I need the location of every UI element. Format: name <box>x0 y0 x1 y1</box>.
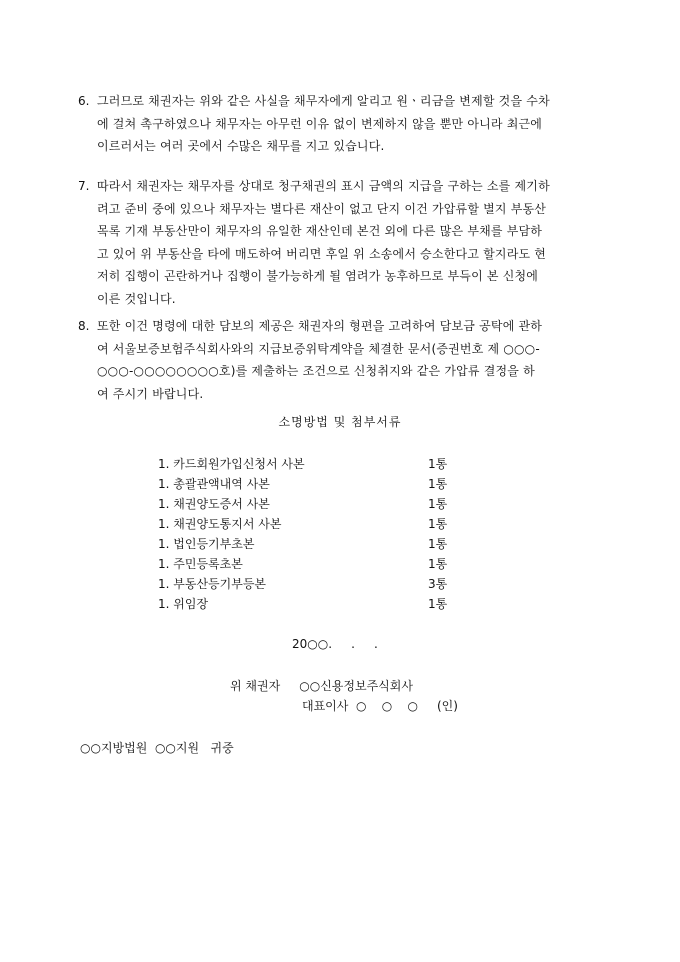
attachment-list <box>158 454 458 614</box>
attachment-count: 1통 <box>428 597 448 611</box>
evidence-heading: 소명방법 및 첨부서류 <box>278 415 402 429</box>
applicant-line: 위 채권자 ○○신용정보주식회사 <box>230 679 413 693</box>
paragraph-line: 이른 것입니다. <box>97 291 176 306</box>
paragraph-line: 목록 기재 부동산만이 채무자의 유일한 재산인데 본건 외에 다른 많은 부채를 부담하 <box>97 224 543 238</box>
list-item <box>158 494 458 514</box>
paragraph-line: 따라서 채권자는 채무자를 상대로 청구채권의 표시 금액의 지급을 구하는 소를 제기하 <box>97 179 550 193</box>
attachment-count: 1통 <box>428 557 448 571</box>
list-item <box>158 514 458 534</box>
paragraph-line: 여 서울보증보험주식회사와의 지급보증위탁계약을 체결한 문서(증권번호 제 ○○○- <box>97 341 540 356</box>
paragraph-number: 8. <box>78 319 90 333</box>
list-item <box>158 574 458 594</box>
attachment-count: 1통 <box>428 537 448 551</box>
court-addressee: ○○지방법원 ○○지원 귀중 <box>80 741 234 755</box>
attachment-label: 1. 주민등록초본 <box>158 557 243 571</box>
paragraph-line: 여 주시기 바랍니다. <box>97 386 204 401</box>
paragraph-line: 그러므로 채권자는 위와 같은 사실을 채무자에게 알리고 원ㆍ리금을 변제할 것을 수차 <box>97 94 550 108</box>
paragraph-6 <box>78 90 608 158</box>
attachment-label: 1. 채권양도통지서 사본 <box>158 517 282 531</box>
paragraph-line: 이르러서는 여러 곳에서 수많은 채무를 지고 있습니다. <box>97 139 385 153</box>
attachment-label: 1. 위임장 <box>158 597 209 611</box>
attachment-label: 1. 채권양도증서 사본 <box>158 497 270 511</box>
attachment-label: 1. 총괄관액내역 사본 <box>158 477 270 491</box>
paragraph-7 <box>78 175 608 310</box>
attachment-label: 1. 부동산등기부등본 <box>158 577 267 591</box>
attachment-count: 1통 <box>428 497 448 511</box>
attachment-label: 1. 법인등기부초본 <box>158 537 255 551</box>
attachment-count: 1통 <box>428 477 448 491</box>
paragraph-number: 6. <box>78 94 90 108</box>
paragraph-number: 7. <box>78 179 90 193</box>
representative-line: 대표이사 ○ ○ ○ (인) <box>302 699 458 713</box>
paragraph-line: 저히 집행이 곤란하거나 집행이 불가능하게 될 염려가 농후하므로 부득이 본 신청에 <box>97 269 539 283</box>
paragraph-line: 또한 이건 명령에 대한 담보의 제공은 채권자의 형편을 고려하여 담보금 공탁에 관하 <box>97 319 543 333</box>
paragraph-line: 에 걸쳐 촉구하였으나 채무자는 아무런 이유 없이 변제하지 않을 뿐만 아니라 최근에 <box>97 116 543 131</box>
paragraph-line: ○○○-○○○○○○○○호)를 제출하는 조건으로 신청취지와 같은 가압류 결정을 하 <box>97 364 535 378</box>
paragraph-line: 려고 준비 중에 있으나 채무자는 별다른 재산이 없고 단지 이건 가압류할 별지 부동산 <box>97 201 547 216</box>
list-item <box>158 594 458 614</box>
attachment-count: 1통 <box>428 517 448 531</box>
attachment-label: 1. 카드회원가입신청서 사본 <box>158 457 305 471</box>
list-item <box>158 534 458 554</box>
list-item <box>158 554 458 574</box>
paragraph-8 <box>78 315 608 405</box>
list-item <box>158 474 458 494</box>
attachment-count: 3통 <box>428 577 448 591</box>
list-item <box>158 454 458 474</box>
paragraph-line: 고 있어 위 부동산을 타에 매도하여 버리면 후일 위 소송에서 승소한다고 할지라도 현 <box>97 246 547 261</box>
attachment-count: 1통 <box>428 457 448 471</box>
filing-date: 20○○. . . <box>292 637 378 651</box>
